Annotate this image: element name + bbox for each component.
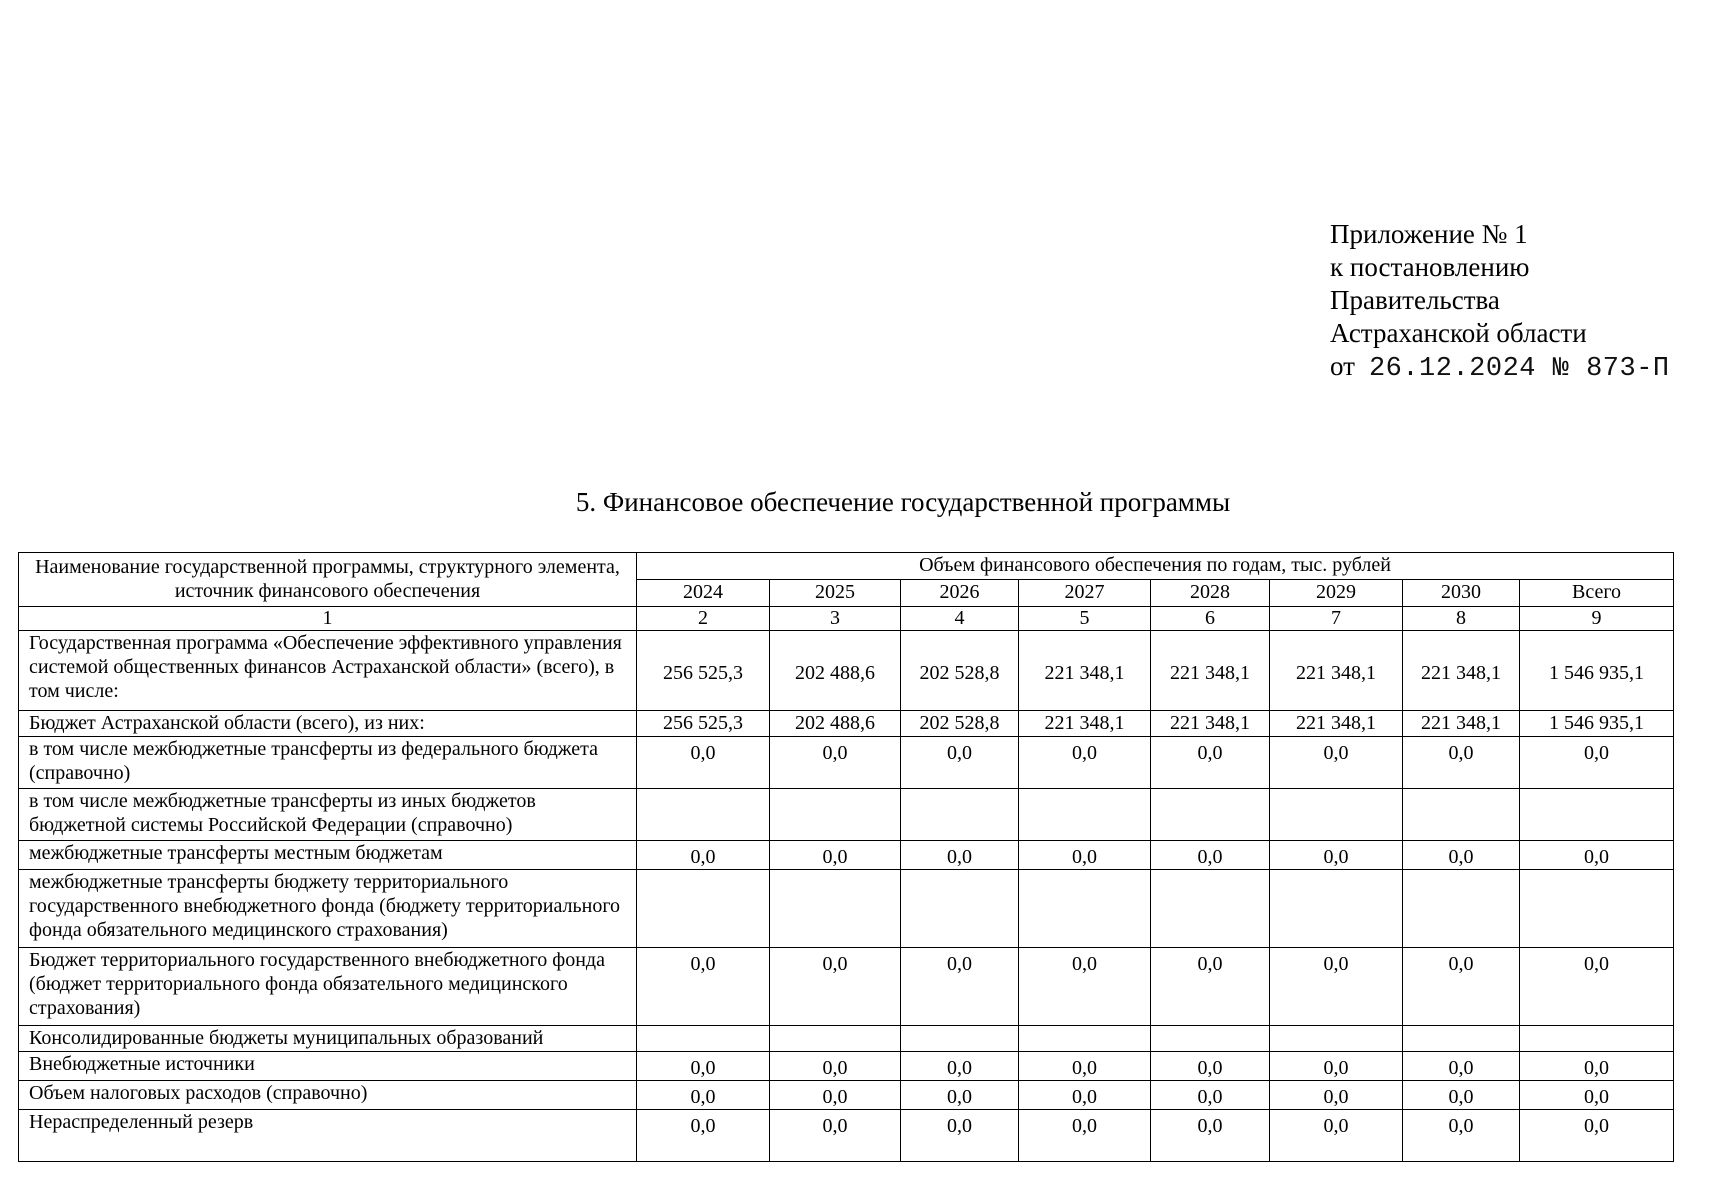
table-row (19, 948, 1674, 1026)
column-number: 6 (1151, 607, 1270, 631)
value-cell: 0,0 (1403, 1110, 1520, 1162)
value-cell: 0,0 (1270, 1110, 1403, 1162)
value-cell: 0,0 (637, 1052, 770, 1081)
value-cell (770, 789, 901, 841)
value-cell: 0,0 (637, 1081, 770, 1110)
value-cell: 0,0 (1403, 1081, 1520, 1110)
total-cell: 1 546 935,1 (1520, 631, 1674, 711)
table-row (19, 1026, 1674, 1052)
table-row (19, 1110, 1674, 1162)
column-number: 1 (19, 607, 637, 631)
total-cell: 0,0 (1520, 737, 1674, 789)
value-cell: 221 348,1 (1270, 631, 1403, 711)
value-cell (1151, 870, 1270, 948)
value-cell: 0,0 (1151, 841, 1270, 870)
column-number: 4 (901, 607, 1019, 631)
total-header: Всего (1520, 580, 1674, 607)
table-row (19, 870, 1674, 948)
total-cell: 0,0 (1520, 1081, 1674, 1110)
value-cell: 0,0 (1270, 737, 1403, 789)
value-cell: 0,0 (1403, 737, 1520, 789)
row-label: в том числе межбюджетные трансферты из федерального бюджета (справочно) (19, 737, 637, 789)
value-cell: 0,0 (770, 1052, 901, 1081)
financing-table (18, 552, 1674, 1162)
column-number: 9 (1520, 607, 1674, 631)
date-stamp: 26.12.2024 № 873-П (1368, 354, 1670, 384)
column-number: 8 (1403, 607, 1520, 631)
value-cell: 0,0 (901, 1081, 1019, 1110)
value-cell (1270, 789, 1403, 841)
value-cell: 0,0 (637, 1110, 770, 1162)
total-cell: 0,0 (1520, 1052, 1674, 1081)
appendix-line: Приложение № 1 (1330, 219, 1528, 249)
value-cell (1403, 1026, 1520, 1052)
value-cell (1019, 1026, 1151, 1052)
value-cell: 221 348,1 (1019, 711, 1151, 737)
value-cell: 0,0 (770, 841, 901, 870)
value-cell (901, 789, 1019, 841)
value-cell (1270, 870, 1403, 948)
column-number: 7 (1270, 607, 1403, 631)
row-label: Нераспределенный резерв (19, 1110, 637, 1162)
table-row (19, 1081, 1674, 1110)
total-cell (1520, 789, 1674, 841)
value-cell: 0,0 (770, 948, 901, 1026)
name-column-header: Наименование государственной программы, структурного элемента, источник финансового обеспечения (19, 553, 637, 607)
year-header: 2030 (1403, 580, 1520, 607)
year-header: 2024 (637, 580, 770, 607)
total-cell: 0,0 (1520, 948, 1674, 1026)
date-prefix: от (1330, 351, 1355, 381)
column-number: 5 (1019, 607, 1151, 631)
value-cell: 202 488,6 (770, 631, 901, 711)
value-cell: 0,0 (770, 1110, 901, 1162)
value-cell: 0,0 (1019, 737, 1151, 789)
table-row (19, 631, 1674, 711)
value-cell (637, 789, 770, 841)
value-cell: 0,0 (637, 841, 770, 870)
appendix-line: Астраханской области (1330, 318, 1587, 348)
value-cell (1270, 1026, 1403, 1052)
row-label: Государственная программа «Обеспечение эффективного управления системой общественных финансов Астраханской области» (всего), в том числе: (19, 631, 637, 711)
value-cell (1403, 870, 1520, 948)
total-cell (1520, 870, 1674, 948)
value-cell (770, 870, 901, 948)
appendix-block (1330, 218, 1710, 386)
appendix-date-line (1330, 350, 1710, 386)
year-header: 2028 (1151, 580, 1270, 607)
value-cell: 0,0 (901, 1110, 1019, 1162)
value-cell: 0,0 (901, 948, 1019, 1026)
value-cell: 0,0 (1151, 1081, 1270, 1110)
value-cell: 0,0 (1019, 1110, 1151, 1162)
row-label: межбюджетные трансферты местным бюджетам (19, 841, 637, 870)
value-cell: 0,0 (1403, 1052, 1520, 1081)
total-cell: 0,0 (1520, 841, 1674, 870)
value-cell (1403, 789, 1520, 841)
value-cell: 0,0 (1403, 948, 1520, 1026)
value-cell: 0,0 (1151, 1110, 1270, 1162)
row-label: Бюджет территориального государственного внебюджетного фонда (бюджет территориального фонда обязательного медицинского страхования) (19, 948, 637, 1026)
value-cell: 256 525,3 (637, 711, 770, 737)
value-cell: 202 528,8 (901, 711, 1019, 737)
value-cell (1151, 1026, 1270, 1052)
table-row (19, 841, 1674, 870)
value-cell (1019, 870, 1151, 948)
value-cell: 0,0 (637, 737, 770, 789)
value-cell: 221 348,1 (1019, 631, 1151, 711)
value-cell: 0,0 (637, 948, 770, 1026)
row-label: Консолидированные бюджеты муниципальных образований (19, 1026, 637, 1052)
value-cell: 0,0 (1270, 841, 1403, 870)
column-number: 3 (770, 607, 901, 631)
appendix-line: к постановлению (1330, 252, 1530, 282)
value-cell: 221 348,1 (1270, 711, 1403, 737)
value-cell: 221 348,1 (1151, 711, 1270, 737)
value-cell: 0,0 (1151, 1052, 1270, 1081)
value-cell: 0,0 (1019, 1052, 1151, 1081)
value-cell (770, 1026, 901, 1052)
row-label: в том числе межбюджетные трансферты из иных бюджетов бюджетной системы Российской Федерации (справочно) (19, 789, 637, 841)
table-row (19, 1052, 1674, 1081)
value-cell: 221 348,1 (1403, 631, 1520, 711)
value-cell (901, 870, 1019, 948)
value-cell: 256 525,3 (637, 631, 770, 711)
value-cell: 0,0 (1270, 1052, 1403, 1081)
value-cell: 0,0 (1019, 1081, 1151, 1110)
total-cell: 1 546 935,1 (1520, 711, 1674, 737)
value-cell (637, 1026, 770, 1052)
table-row (19, 737, 1674, 789)
year-header: 2029 (1270, 580, 1403, 607)
value-cell: 0,0 (1019, 841, 1151, 870)
value-cell: 0,0 (770, 1081, 901, 1110)
value-cell: 0,0 (901, 1052, 1019, 1081)
year-header: 2026 (901, 580, 1019, 607)
row-label: Объем налоговых расходов (справочно) (19, 1081, 637, 1110)
column-number: 2 (637, 607, 770, 631)
value-cell: 0,0 (901, 841, 1019, 870)
total-cell: 0,0 (1520, 1110, 1674, 1162)
table-row (19, 789, 1674, 841)
value-cell: 0,0 (1151, 948, 1270, 1026)
value-cell: 0,0 (1270, 1081, 1403, 1110)
value-cell: 0,0 (1019, 948, 1151, 1026)
year-header: 2025 (770, 580, 901, 607)
value-cell (901, 1026, 1019, 1052)
header-row (19, 553, 1674, 580)
value-cell (637, 870, 770, 948)
year-header: 2027 (1019, 580, 1151, 607)
value-cell: 221 348,1 (1151, 631, 1270, 711)
years-group-header: Объем финансового обеспечения по годам, тыс. рублей (637, 553, 1674, 580)
row-label: Внебюджетные источники (19, 1052, 637, 1081)
value-cell: 0,0 (1151, 737, 1270, 789)
value-cell (1019, 789, 1151, 841)
section-title: 5. Финансовое обеспечение государственной программы (575, 487, 1231, 517)
value-cell (1151, 789, 1270, 841)
row-label: Бюджет Астраханской области (всего), из них: (19, 711, 637, 737)
row-label: межбюджетные трансферты бюджету территориального государственного внебюджетного фонда (бюджету территориального фонда обязательного медицинского страхования) (19, 870, 637, 948)
value-cell: 0,0 (1403, 841, 1520, 870)
value-cell: 202 528,8 (901, 631, 1019, 711)
appendix-line: Правительства (1330, 285, 1500, 315)
total-cell (1520, 1026, 1674, 1052)
column-number-row (19, 607, 1674, 631)
table-row (19, 711, 1674, 737)
value-cell: 0,0 (770, 737, 901, 789)
value-cell: 0,0 (1270, 948, 1403, 1026)
value-cell: 0,0 (901, 737, 1019, 789)
value-cell: 202 488,6 (770, 711, 901, 737)
value-cell: 221 348,1 (1403, 711, 1520, 737)
